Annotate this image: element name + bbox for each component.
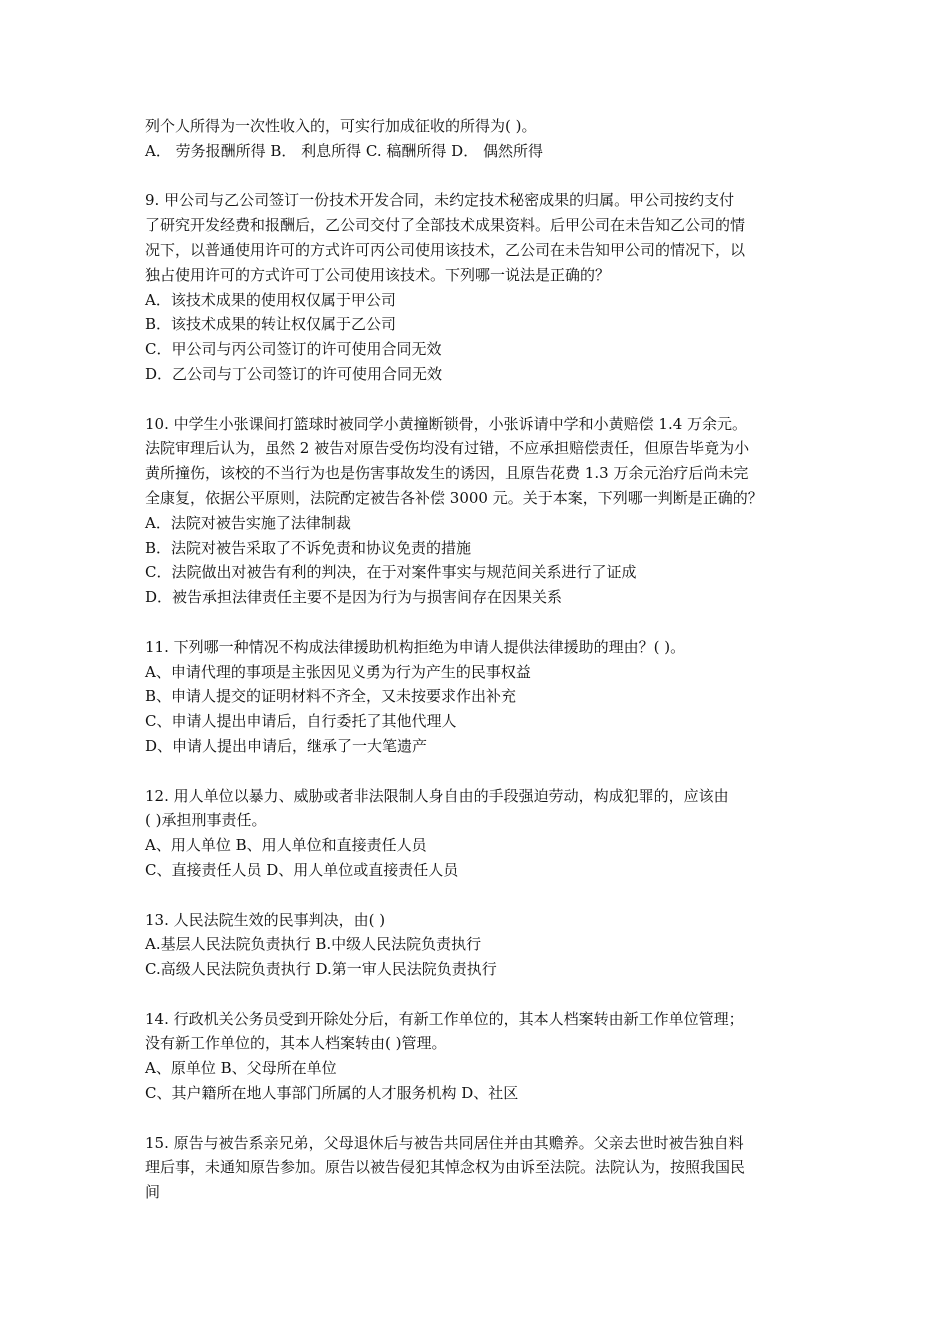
option-line-ab: A、原单位 B、父母所在单位: [145, 1059, 337, 1078]
question-13: [145, 908, 815, 982]
question-stem-line: 全康复，依据公平原则，法院酌定被告各补偿 3000 元。关于本案，下列哪一判断是正确的？: [145, 488, 763, 507]
question-stem-line: 9. 甲公司与乙公司签订一份技术开发合同，未约定技术秘密成果的归属。甲公司按约支付: [145, 191, 735, 210]
option-b: B．法院对被告采取了不诉免责和协议免责的措施: [145, 538, 472, 557]
question-stem-line: 间: [145, 1183, 161, 1202]
question-stem-line: 12. 用人单位以暴力、威胁或者非法限制人身自由的手段强迫劳动，构成犯罪的，应该由: [145, 786, 729, 805]
question-stem-line: 没有新工作单位的，其本人档案转由( )管理。: [145, 1034, 447, 1053]
question-stem-line: ( )承担刑事责任。: [145, 811, 267, 830]
question-stem-line: 10. 中学生小张课间打篮球时被同学小黄撞断锁骨，小张诉请中学和小黄赔偿 1.4 万余元。: [145, 414, 748, 433]
question-10: [145, 412, 815, 610]
question-11: [145, 635, 815, 759]
option-line-cd: C、直接责任人员 D、用人单位或直接责任人员: [145, 860, 459, 879]
question-stem-line: 况下，以普通使用许可的方式许可丙公司使用该技术，乙公司在未告知甲公司的情况下，以: [145, 240, 746, 259]
option-d: D．乙公司与丁公司签订的许可使用合同无效: [145, 364, 443, 383]
question-14: [145, 1007, 815, 1106]
option-line-cd: C.高级人民法院负责执行 D.第一审人民法院负责执行: [145, 960, 497, 979]
question-stem-line: 法院审理后认为，虽然 2 被告对原告受伤均没有过错，不应承担赔偿责任，但原告毕竟为小: [145, 439, 750, 458]
question-stem-line: 黄所撞伤，该校的不当行为也是伤害事故发生的诱因，且原告花费 1.3 万余元治疗后尚未完: [145, 464, 749, 483]
option-line-ab: A、用人单位 B、用人单位和直接责任人员: [145, 836, 427, 855]
option-c: C、申请人提出申请后，自行委托了其他代理人: [145, 712, 457, 731]
question-stem-line: 11. 下列哪一种情况不构成法律援助机构拒绝为申请人提供法律援助的理由？( )。: [145, 637, 686, 656]
option-b: B．该技术成果的转让权仅属于乙公司: [145, 315, 397, 334]
intro-block: [145, 114, 815, 164]
option-d: D、申请人提出申请后，继承了一大笔遗产: [145, 736, 428, 755]
question-stem-line: 13. 人民法院生效的民事判决，由( ): [145, 910, 386, 929]
question-stem-line: 15. 原告与被告系亲兄弟，父母退休后与被告共同居住并由其赡养。父亲去世时被告独自料: [145, 1133, 744, 1152]
intro-line: 列个人所得为一次性收入的，可实行加成征收的所得为( )。: [145, 117, 537, 135]
option-c: C．法院做出对被告有利的判决，在于对案件事实与规范间关系进行了证成: [145, 563, 637, 582]
option-b: B、申请人提交的证明材料不齐全，又未按要求作出补充: [145, 687, 517, 706]
question-stem-line: 理后事，未通知原告参加。原告以被告侵犯其悼念权为由诉至法院。法院认为，按照我国民: [145, 1158, 746, 1177]
document-page: [145, 114, 815, 1230]
option-line-ab: A.基层人民法院负责执行 B.中级人民法院负责执行: [145, 935, 482, 954]
question-9: [145, 188, 815, 386]
intro-options-line: A． 劳务报酬所得 B． 利息所得 C. 稿酬所得 D． 偶然所得: [145, 141, 543, 160]
option-a: A．该技术成果的使用权仅属于甲公司: [145, 290, 396, 309]
question-12: [145, 784, 815, 883]
question-stem-line: 了研究开发经费和报酬后，乙公司交付了全部技术成果资料。后甲公司在未告知乙公司的情: [145, 216, 746, 235]
question-stem-line: 14. 行政机关公务员受到开除处分后，有新工作单位的，其本人档案转由新工作单位管理；: [145, 1009, 744, 1028]
option-c: C．甲公司与丙公司签订的许可使用合同无效: [145, 340, 442, 359]
option-a: A、申请代理的事项是主张因见义勇为行为产生的民事权益: [145, 662, 531, 681]
question-stem-line: 独占使用许可的方式许可丁公司使用该技术。下列哪一说法是正确的？: [145, 265, 611, 284]
question-15: [145, 1131, 815, 1205]
option-a: A．法院对被告实施了法律制裁: [145, 513, 351, 532]
option-line-cd: C、其户籍所在地人事部门所属的人才服务机构 D、社区: [145, 1084, 519, 1103]
option-d: D．被告承担法律责任主要不是因为行为与损害间存在因果关系: [145, 588, 563, 607]
